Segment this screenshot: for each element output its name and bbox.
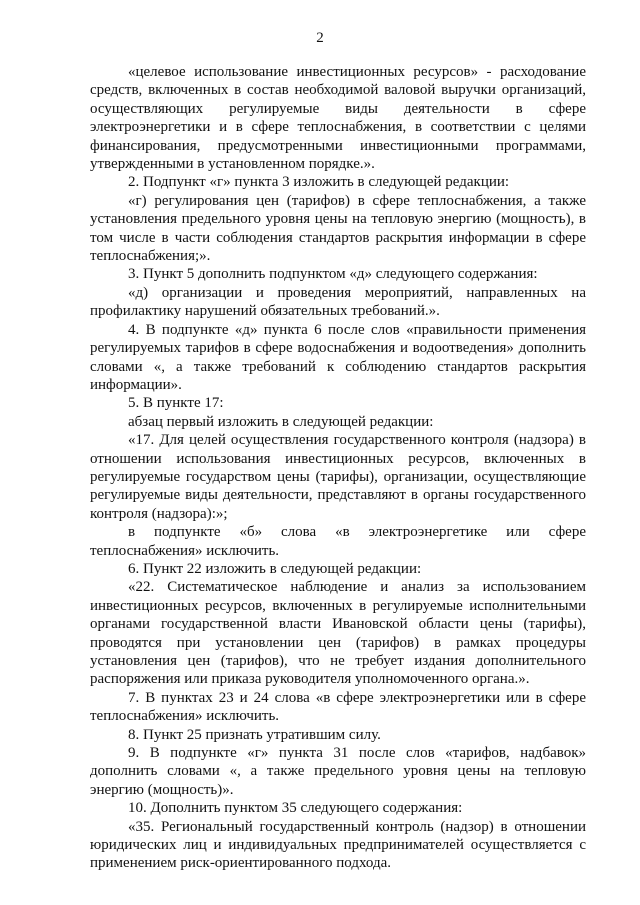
paragraph-item-6-text: «22. Систематическое наблюдение и анализ за использованием инвестиционных ресурсов, включенных в регулируемые исполнительными органами государственной власти Ивановской области цены (тарифы), проводятся при установлении цен (тарифов) в рамках процедуры установления цен (тарифов), что не требует издания дополнительного распоряжения или приказа руководителя уполномоченного органа.».	[90, 579, 586, 688]
paragraph-definition-continuation: «целевое использование инвестиционных ресурсов» - расходование средств, включенных в состав необходимой валовой выручки организаций, осуществляющих регулируемые виды деятельности в сфере электроэнергетики и в сфере теплоснабжения, в соответствии с целями финансирования, предусмотренными инвестиционными программами, утвержденными в установленном порядке.».	[90, 64, 586, 173]
paragraph-item-8: 8. Пункт 25 признать утратившим силу.	[128, 726, 381, 743]
paragraph-item-9: 9. В подпункте «г» пункта 31 после слов «тарифов, надбавок» дополнить словами «, а также предельного уровня цены на тепловую энергию (мощность)».	[90, 745, 586, 798]
paragraph-item-4: 4. В подпункте «д» пункта 6 после слов «правильности применения регулируемых тарифов в сфере водоснабжения и водоотведения» дополнить словами «, а также требований к соблюдению стандартов раскрытия информации».	[90, 321, 586, 393]
paragraph-item-7: 7. В пунктах 23 и 24 слова «в сфере электроэнергетики или в сфере теплоснабжения» исключить.	[90, 689, 586, 725]
paragraph-item-3-text: «д) организации и проведения мероприятий, направленных на профилактику нарушений обязательных требований.».	[90, 284, 586, 320]
paragraph-item-3: 3. Пункт 5 дополнить подпунктом «д» следующего содержания:	[128, 266, 538, 283]
paragraph-item-10-text: «35. Региональный государственный контроль (надзор) в отношении юридических лиц и индивидуальных предпринимателей осуществляется с применением риск-ориентированного подхода.	[90, 818, 586, 872]
paragraph-item-6: 6. Пункт 22 изложить в следующей редакции:	[128, 560, 422, 577]
paragraph-item-5: 5. В пункте 17:	[128, 395, 224, 412]
paragraph-item-2: 2. Подпункт «г» пункта 3 изложить в следующей редакции:	[128, 174, 510, 191]
paragraph-item-5-intro: абзац первый изложить в следующей редакции:	[128, 413, 434, 430]
document-body	[90, 63, 586, 873]
paragraph-item-5-text: «17. Для целей осуществления государственного контроля (надзора) в отношении использования инвестиционных ресурсов, включенных в регулируемые государством цены (тарифы), организации, осуществляющие регулируемые виды деятельности, представляют в органы государственного контроля (надзора):»;	[90, 432, 586, 522]
page-number: 2	[316, 30, 324, 46]
paragraph-item-5-subitem: в подпункте «б» слова «в электроэнергетике или сфере теплоснабжения» исключить.	[90, 524, 586, 559]
paragraph-item-2-text: «г) регулирования цен (тарифов) в сфере теплоснабжения, а также установления предельного уровня цены на тепловую энергию (мощность), в том числе в части соблюдения стандартов раскрытия информации в сфере теплоснабжения;».	[90, 192, 586, 265]
paragraph-item-10: 10. Дополнить пунктом 35 следующего содержания:	[128, 800, 463, 817]
